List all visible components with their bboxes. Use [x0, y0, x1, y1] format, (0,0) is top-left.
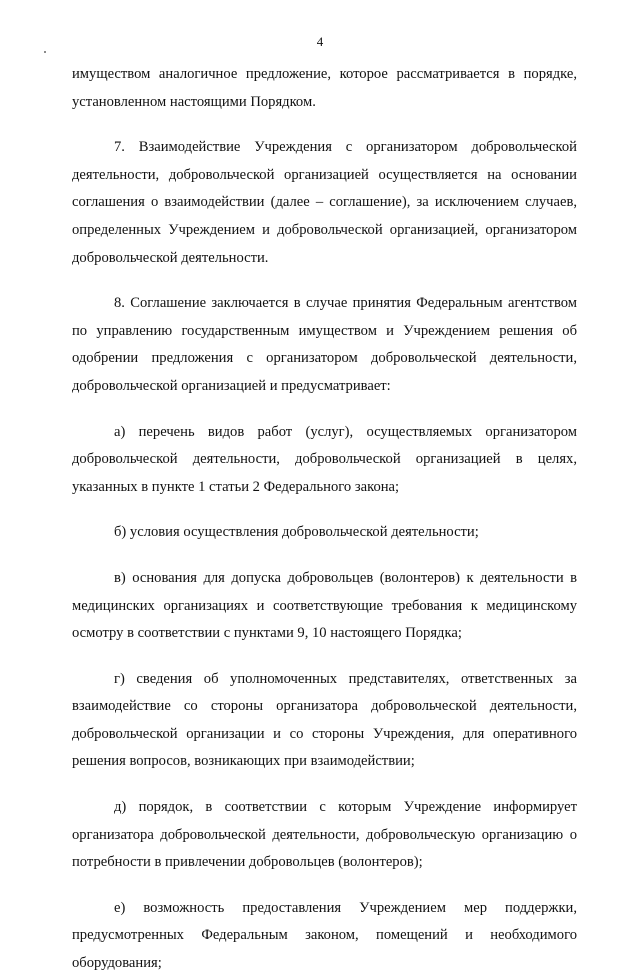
- paragraph-item-d: д) порядок, в соответствии с которым Учреждение информирует организатора добровольческой деятельности, добровольческую организацию о потребности в привлечении добровольцев (волонтеров);: [72, 799, 577, 871]
- document-body: [72, 61, 577, 978]
- paragraph-item-v: в) основания для допуска добровольцев (волонтеров) к деятельности в медицинских организациях и соответствующие требования к медицинскому осмотру в соответствии с пунктами 9, 10 настоящего Порядка;: [72, 569, 577, 642]
- scan-artifact-dot: [44, 51, 46, 53]
- page-number: 4: [316, 34, 324, 49]
- paragraph-item-a: а) перечень видов работ (услуг), осуществляемых организатором добровольческой деятельности, добровольческой организацией в целях, указанных в пункте 1 статьи 2 Федерального закона;: [72, 423, 577, 495]
- paragraph-item-b: б) условия осуществления добровольческой деятельности;: [114, 524, 479, 541]
- paragraph-clause-7: 7. Взаимодействие Учреждения с организатором добровольческой деятельности, добровольческой организацией осуществляется на основании соглашения о взаимодействии (далее – соглашение), за исключением случаев, определенных Учреждением и добровольческой организацией, организатором добровольческой деятельности.: [72, 139, 577, 266]
- paragraph-item-e: е) возможность предоставления Учреждением мер поддержки, предусмотренных Федеральным законом, помещений и необходимого оборудования;: [72, 899, 577, 972]
- paragraph-clause-8: 8. Соглашение заключается в случае принятия Федеральным агентством по управлению государственным имуществом и Учреждением решения об одобрении предложения с организатором добровольческой деятельности, добровольческой организацией и предусматривает:: [72, 295, 577, 394]
- paragraph-continuation: имуществом аналогичное предложение, которое рассматривается в порядке, установленном настоящими Порядком.: [72, 66, 577, 110]
- paragraph-item-g: г) сведения об уполномоченных представителях, ответственных за взаимодействие со стороны организатора добровольческой деятельности, добровольческой организации и со стороны Учреждения, для оперативного решения вопросов, возникающих при взаимодействии;: [72, 670, 577, 770]
